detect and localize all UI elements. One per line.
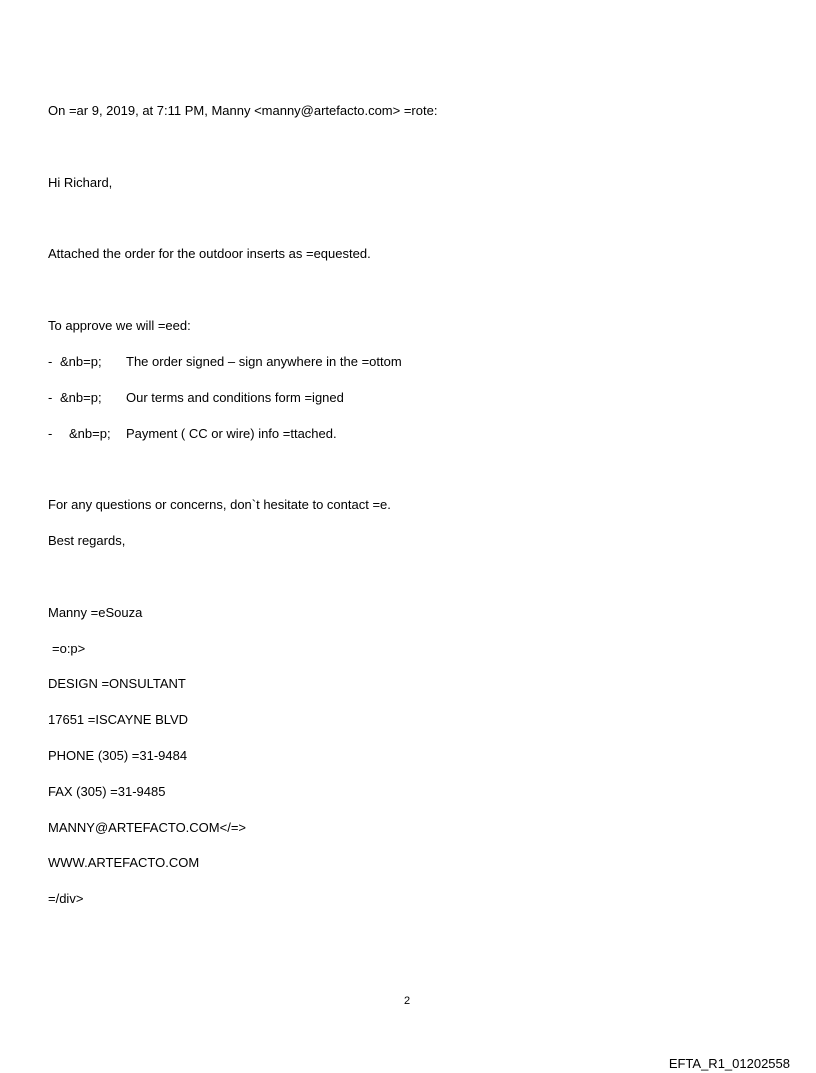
document-id: EFTA_R1_01202558 [668,1056,790,1071]
questions-text: For any questions or concerns, don`t hesitate to contact =e. [48,497,391,512]
signature-fax: FAX (305) =31-9485 [48,784,166,799]
signature-div-tag: =/div> [48,891,84,906]
signature-phone: PHONE (305) =31-9484 [48,748,188,763]
page-number: 2 [404,995,411,1007]
bullet-dash: - [48,390,53,405]
signature-address: 17651 =ISCAYNE BLVD [48,712,189,727]
signature-op-tag: =o:p> [52,641,86,656]
bullet-text: Payment ( CC or wire) info =ttached. [126,426,337,441]
bullet-text: Our terms and conditions form =igned [126,390,344,405]
bullet-dash: - [48,426,53,441]
bullet-nbsp: &nb=p; [69,426,111,441]
closing: Best regards, [48,533,126,548]
email-header-line: On =ar 9, 2019, at 7:11 PM, Manny <manny@artefacto.com> =rote: [48,103,438,118]
signature-name: Manny =eSouza [48,605,143,620]
approve-lead: To approve we will =eed: [48,318,191,333]
bullet-nbsp: &nb=p; [60,390,102,405]
signature-website: WWW.ARTEFACTO.COM [48,855,200,870]
signature-email: MANNY@ARTEFACTO.COM</=> [48,820,247,835]
bullet-text: The order signed – sign anywhere in the =ottom [126,354,402,369]
intro-text: Attached the order for the outdoor inserts as =equested. [48,246,371,261]
greeting: Hi Richard, [48,175,113,190]
signature-title: DESIGN =ONSULTANT [48,676,186,691]
bullet-dash: - [48,354,53,369]
bullet-nbsp: &nb=p; [60,354,102,369]
